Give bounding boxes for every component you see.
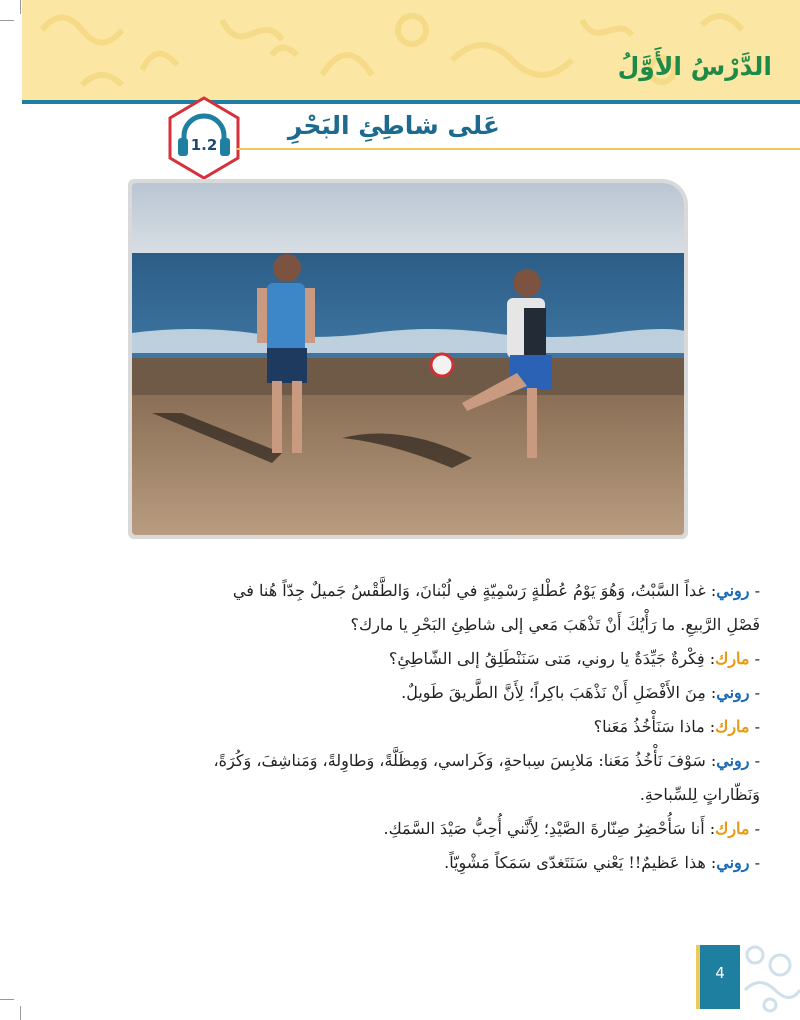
lesson-title: الدَّرْسُ الأَوَّلُ [617, 52, 772, 81]
beach-football-image [132, 183, 684, 535]
audio-track-badge[interactable] [164, 94, 244, 182]
dialogue-line: - روني: سَوْفَ نَأْخُذُ مَعَنا: مَلابِسَ سِباحةٍ، وَكَراسي، وَمِظَلَّةً، وَطاوِلةً، وَمَناشِفَ، وَكُرَةً، [213, 751, 760, 770]
header-banner [22, 0, 800, 100]
dialogue-line: - روني: مِنَ الأَفْضَلِ أَنْ نَذْهَبَ باكِراً؛ لِأَنَّ الطَّريقَ طَويلٌ. [401, 683, 760, 702]
corner-decoration [740, 935, 800, 1015]
dialogue-line: - مارك: فِكْرةٌ جَيِّدَةٌ يا روني، مَتى سَنَنْطَلِقُ إلى الشّاطِئِ؟ [388, 649, 760, 668]
crop-mark [0, 20, 14, 21]
speaker-name: مارك [715, 717, 750, 736]
banner-divider [22, 100, 800, 104]
crop-mark [20, 1006, 21, 1020]
speaker-name: روني [716, 853, 750, 872]
speaker-name: روني [716, 581, 750, 600]
dialogue-line: فَصْلِ الرَّبيعِ. ما رَأْيُكَ أَنْ تَذْهَبَ مَعي إلى شاطِئِ البَحْرِ يا مارك؟ [350, 615, 760, 634]
crop-mark [0, 999, 14, 1000]
speaker-name: روني [716, 751, 750, 770]
speaker-name: روني [716, 683, 750, 702]
dialogue-line: - مارك: أَنا سَأُحْضِرُ صِنّارةَ الصَّيْدِ؛ لِأَنَّني أُحِبُّ صَيْدَ السَّمَكِ. [383, 819, 760, 838]
crop-mark [20, 0, 21, 14]
beach-photo [128, 179, 688, 539]
dialogue-line: - مارك: ماذا سَنَأْخُذُ مَعَنا؟ [593, 717, 760, 736]
page-number: 4 [696, 945, 740, 1009]
speaker-name: مارك [715, 649, 750, 668]
dialogue-line: - روني: هذا عَظيمٌ!! يَعْني سَنَتَغدّى سَمَكاً مَشْوِيّاً. [444, 853, 760, 872]
dialogue-line: وَنَظّاراتٍ لِلسِّباحةِ. [639, 785, 760, 804]
lesson-subtitle: عَلى شاطِئِ البَحْرِ [287, 111, 500, 140]
subtitle-underline [236, 148, 800, 150]
audio-track-number: 1.2 [190, 136, 218, 154]
dialogue-line: - روني: غداً السَّبْتُ، وَهُوَ يَوْمُ عُطْلةٍ رَسْمِيّةٍ في لُبْنانَ، وَالطَّقْسُ جَميلٌ جِدّاً هُنا في [232, 581, 760, 600]
speaker-name: مارك [715, 819, 750, 838]
dialogue-text [108, 574, 760, 880]
banner-pattern [22, 0, 800, 100]
